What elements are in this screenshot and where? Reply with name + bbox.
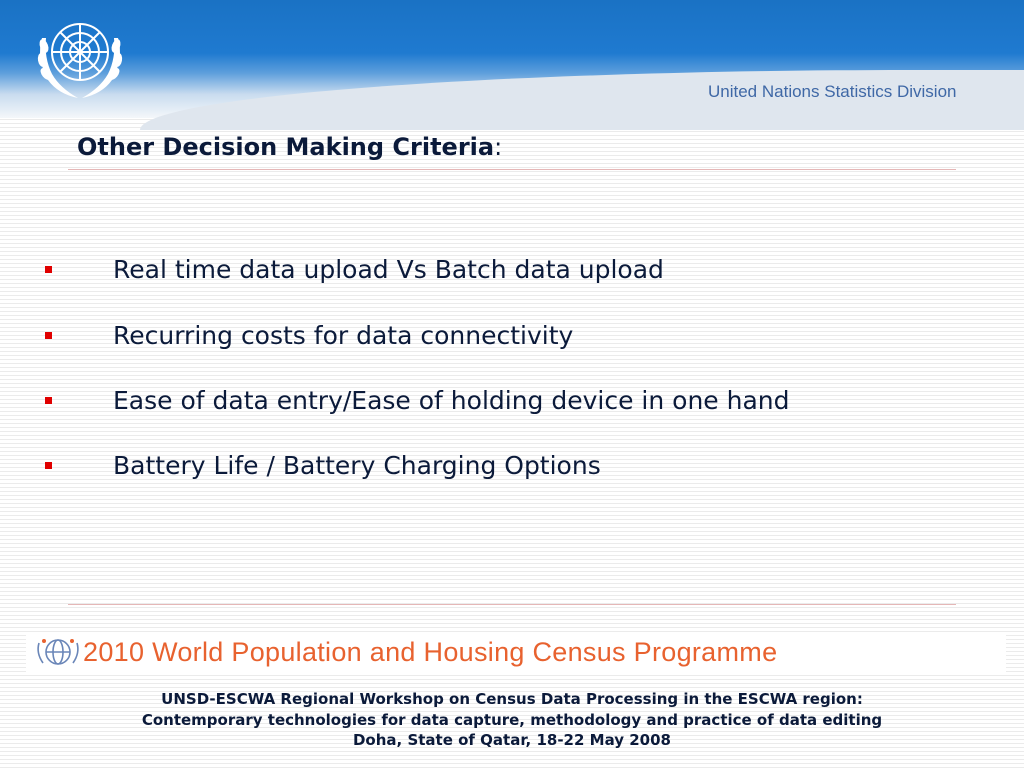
bullet-square-icon — [45, 462, 52, 469]
census-banner — [26, 633, 1006, 675]
bullet-square-icon — [45, 397, 52, 404]
bullet-square-icon — [45, 332, 52, 339]
bullet-square-icon — [45, 266, 52, 273]
census-programme-title: 2010 World Population and Housing Census Programme — [83, 637, 778, 667]
workshop-footer — [0, 689, 1024, 751]
list-item — [0, 386, 1000, 426]
list-item-text: Ease of data entry/Ease of holding device in one hand — [113, 386, 790, 415]
header-band — [0, 0, 1024, 118]
organization-label: United Nations Statistics Division — [708, 82, 957, 101]
slide-title — [77, 133, 502, 161]
list-item — [0, 451, 1000, 491]
list-item-text: Recurring costs for data connectivity — [113, 321, 574, 350]
list-item — [0, 321, 1000, 361]
footer-line-venue: Doha, State of Qatar, 18-22 May 2008 — [352, 731, 671, 749]
footer-line-topic: Contemporary technologies for data capture, methodology and practice of data editing — [141, 710, 883, 729]
footer-line-event: UNSD-ESCWA Regional Workshop on Census Data Processing in the ESCWA region: — [161, 690, 863, 708]
slide-title-text: Other Decision Making Criteria — [77, 133, 495, 161]
list-item-text: Battery Life / Battery Charging Options — [113, 451, 601, 480]
list-item — [0, 255, 1000, 295]
list-item-text: Real time data upload Vs Batch data upload — [113, 255, 664, 284]
title-divider — [68, 169, 956, 170]
census-globe-icon — [34, 635, 82, 669]
slide-title-colon: : — [494, 133, 503, 161]
footer-divider — [68, 604, 956, 605]
un-emblem-icon — [28, 8, 132, 106]
